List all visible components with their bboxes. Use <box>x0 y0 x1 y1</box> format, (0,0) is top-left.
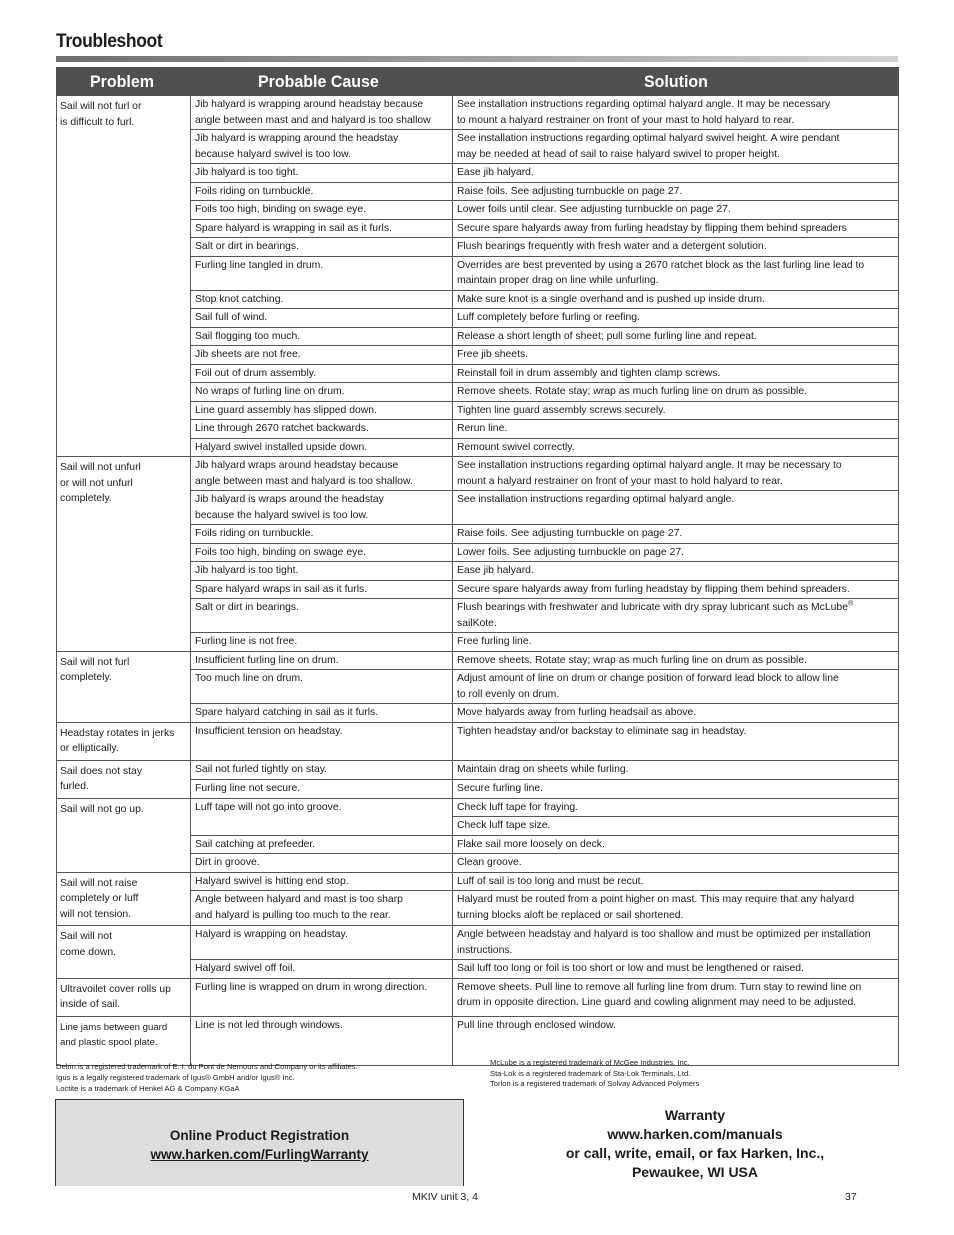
table-body <box>57 96 899 1066</box>
cell-line: to roll evenly on drum. <box>457 688 560 700</box>
cell-line: Foils riding on turnbuckle. <box>195 185 314 197</box>
header-problem: Problem <box>57 68 191 96</box>
table-row <box>57 760 899 779</box>
cause-cell <box>191 182 453 201</box>
cell-line: Line is not led through windows. <box>195 1019 343 1031</box>
footnotes-left <box>56 1061 358 1094</box>
cause-cell <box>191 978 453 1016</box>
cell-line: Foil out of drum assembly. <box>195 367 317 379</box>
cell-line: Ultravoilet cover rolls up <box>60 983 171 995</box>
cell-line: Halyard swivel installed upside down. <box>195 441 368 453</box>
cell-line: Too much line on drum. <box>195 673 303 684</box>
cause-cell <box>191 704 453 723</box>
cell-line: Sail flogging too much. <box>195 330 301 342</box>
cause-cell <box>191 960 453 979</box>
cause-cell <box>191 457 453 491</box>
solution-cell <box>453 926 899 960</box>
solution-cell <box>453 633 899 652</box>
solution-cell <box>453 854 899 873</box>
cause-cell <box>191 722 453 760</box>
cell-line: and halyard is pulling too much to the rear. <box>195 909 391 921</box>
cause-cell <box>191 926 453 960</box>
cause-cell <box>191 1016 453 1066</box>
solution-cell <box>453 164 899 183</box>
cell-line: Check luff tape for fraying. <box>457 801 579 813</box>
registration-box <box>55 1099 464 1186</box>
cause-cell <box>191 599 453 633</box>
cell-line: instructions. <box>457 944 513 956</box>
cell-line: because halyard swivel is too low. <box>195 148 351 160</box>
cell-line: Dirt in groove. <box>195 857 260 868</box>
solution-cell <box>453 201 899 220</box>
cell-line: Foils riding on turnbuckle. <box>195 528 314 539</box>
problem-cell <box>57 926 191 979</box>
cause-cell <box>191 219 453 238</box>
solution-cell <box>453 817 899 836</box>
cell-line: Sail catching at prefeeder. <box>195 838 316 850</box>
cell-line: Sail will not furl or <box>60 101 142 112</box>
solution-cell <box>453 580 899 599</box>
cause-cell <box>191 779 453 798</box>
problem-cell <box>57 457 191 652</box>
cell-line: Sail will not go up. <box>60 803 144 815</box>
cell-line: Tighten line guard assembly screws securely. <box>457 404 666 416</box>
table-header-row <box>57 68 899 96</box>
cell-line: Halyard swivel off foil. <box>195 963 296 974</box>
cell-line: Angle between halyard and mast is too sharp <box>195 894 403 906</box>
solution-cell <box>453 543 899 562</box>
table-row <box>57 96 899 130</box>
cell-line: angle between mast and halyard is too shallow. <box>195 475 413 487</box>
cell-line: Remove sheets. Rotate stay; wrap as much furling line on drum as possible. <box>457 386 807 397</box>
cell-line: Salt or dirt in bearings. <box>195 602 299 613</box>
cause-cell <box>191 96 453 130</box>
cause-cell <box>191 580 453 599</box>
cell-line: inside of sail. <box>60 999 121 1010</box>
cell-line: Raise foils. See adjusting turnbuckle on page 27. <box>457 528 683 539</box>
cell-line: Line jams between guard <box>60 1021 168 1033</box>
cell-line: Reinstall foil in drum assembly and tighten clamp screws. <box>457 367 721 379</box>
cell-line: Tighten headstay and/or backstay to eliminate sag in headstay. <box>457 725 747 737</box>
solution-cell <box>453 238 899 257</box>
cell-line: Halyard is wrapping on headstay. <box>195 929 348 940</box>
cell-line: Foils too high, binding on swage eye. <box>195 204 366 215</box>
solution-cell <box>453 599 899 633</box>
cell-line: maintain proper drag on line while unfurling. <box>457 275 659 286</box>
cell-line: Remove sheets. Rotate stay; wrap as much furling line on drum as possible. <box>457 654 807 666</box>
cell-line: Flush bearings with freshwater and lubricate with dry spray lubricant such as McLube <box>457 602 848 613</box>
cell-line: Flake sail more loosely on deck. <box>457 838 605 850</box>
solution-cell <box>453 960 899 979</box>
problem-cell <box>57 760 191 798</box>
cause-cell <box>191 491 453 525</box>
cell-line: See installation instructions regarding optimal halyard angle. It may be necessary <box>457 99 831 110</box>
footnote-line: Sta-Lok is a registered trademark of Sta-Lok Terminals, Ltd. <box>490 1068 691 1078</box>
solution-cell <box>453 978 899 1016</box>
cell-line: Jib halyard wraps around headstay because <box>195 460 399 471</box>
solution-cell <box>453 256 899 290</box>
solution-cell <box>453 760 899 779</box>
cause-cell <box>191 164 453 183</box>
cell-line: Lower foils until clear. See adjusting turnbuckle on page 27. <box>457 204 731 215</box>
problem-cell <box>57 872 191 926</box>
table-row <box>57 457 899 491</box>
cell-line: Headstay rotates in jerks <box>60 727 175 739</box>
cell-line: Halyard must be routed from a point higher on mast. This may require that any halyard <box>457 894 855 906</box>
cell-line: Spare halyard wraps in sail as it furls. <box>195 583 368 595</box>
solution-cell <box>453 383 899 402</box>
solution-cell <box>453 872 899 891</box>
table-row <box>57 872 899 891</box>
solution-cell <box>453 835 899 854</box>
cause-cell <box>191 256 453 290</box>
cell-line: because the halyard swivel is too low. <box>195 509 369 521</box>
warranty-link[interactable]: www.harken.com/manuals <box>607 1126 783 1142</box>
cell-line: Remount swivel correctly. <box>457 441 575 453</box>
cell-line: Ease jib halyard. <box>457 167 534 178</box>
cause-cell <box>191 872 453 891</box>
cell-line: Sail does not stay <box>60 765 143 777</box>
cell-line: Flush bearings frequently with fresh water and a detergent solution. <box>457 241 767 252</box>
problem-cell <box>57 1016 191 1066</box>
footnote-line: Loctite is a trademark of Henkel AG & Company KGaA <box>56 1084 240 1093</box>
solution-cell <box>453 290 899 309</box>
warranty-contact: or call, write, email, or fax Harken, Inc., <box>565 1145 825 1161</box>
table-row <box>57 798 899 817</box>
problem-cell <box>57 798 191 872</box>
cell-line: furled. <box>60 781 89 792</box>
cell-line: Foils too high, binding on swage eye. <box>195 546 366 558</box>
table-row <box>57 722 899 760</box>
warranty-heading: Warranty <box>664 1107 726 1123</box>
cause-cell <box>191 633 453 652</box>
cell-line: Remove sheets. Pull line to remove all furling line from drum. Turn stay to rewind line on <box>457 981 862 993</box>
solution-cell <box>453 346 899 365</box>
cause-cell <box>191 525 453 544</box>
cause-cell <box>191 327 453 346</box>
cell-line: Luff tape will not go into groove. <box>195 801 342 813</box>
page-title: Troubleshoot <box>56 31 163 52</box>
footnotes-right <box>490 1058 699 1090</box>
cell-line: or will not unfurl <box>60 477 133 489</box>
title-rule <box>56 56 898 62</box>
solution-cell <box>453 670 899 704</box>
solution-cell <box>453 364 899 383</box>
cell-line: Make sure knot is a single overhand and is pushed up inside drum. <box>457 293 765 305</box>
solution-cell <box>453 798 899 817</box>
solution-cell <box>453 891 899 926</box>
cell-line: completely. <box>60 672 112 683</box>
cell-line: Sail not furled tightly on stay. <box>195 763 328 775</box>
cell-line: Spare halyard is wrapping in sail as it furls. <box>195 222 392 234</box>
cause-cell <box>191 346 453 365</box>
cell-line: Angle between headstay and halyard is too shallow and must be optimized per installation <box>457 929 871 940</box>
cell-line: Jib halyard is too tight. <box>195 167 299 178</box>
cell-line: Line guard assembly has slipped down. <box>195 404 377 416</box>
table-row <box>57 1016 899 1066</box>
cell-line: No wraps of furling line on drum. <box>195 386 345 397</box>
cell-line: Check luff tape size. <box>457 820 551 831</box>
cell-line: Secure spare halyards away from furling headstay by flipping them behind spreaders <box>457 222 847 234</box>
cell-line: Furling line not secure. <box>195 782 301 794</box>
footer-unit-label: MKIV unit 3, 4 <box>412 1191 478 1203</box>
cell-line: Salt or dirt in bearings. <box>195 241 299 252</box>
cell-line: Free jib sheets. <box>457 349 529 360</box>
cell-line: mount a halyard restrainer on front of your mast to hold halyard to rear. <box>457 475 783 487</box>
solution-cell <box>453 491 899 525</box>
cell-line: Lower foils. See adjusting turnbuckle on page 27. <box>457 546 685 558</box>
cell-line: Sail will not unfurl <box>60 462 141 473</box>
cell-line: Spare halyard catching in sail as it furls. <box>195 707 379 718</box>
cause-cell <box>191 651 453 670</box>
cause-cell <box>191 543 453 562</box>
cause-cell <box>191 130 453 164</box>
cause-cell <box>191 760 453 779</box>
footnote-line: Igus is a legally registered trademark of Igus® GmbH and/or Igus® Inc. <box>56 1073 295 1082</box>
cause-cell <box>191 891 453 926</box>
cell-line: Sail will not raise <box>60 877 138 889</box>
solution-cell <box>453 96 899 130</box>
cell-line: Sail full of wind. <box>195 312 268 323</box>
registration-heading: Online Product Registration <box>169 1128 350 1143</box>
cell-line: turning blocks aloft be replaced or sail shortened. <box>457 909 684 921</box>
cell-line: Jib sheets are not free. <box>195 349 301 360</box>
table-row <box>57 926 899 960</box>
cell-line: may be needed at head of sail to raise halyard swivel to proper height. <box>457 148 780 160</box>
solution-cell <box>453 327 899 346</box>
solution-cell <box>453 525 899 544</box>
cell-line: Luff completely before furling or reefing. <box>457 312 640 323</box>
solution-cell <box>453 722 899 760</box>
cause-cell <box>191 438 453 457</box>
solution-cell <box>453 457 899 491</box>
cell-line: See installation instructions regarding optimal halyard swivel height. A wire pendant <box>457 133 840 144</box>
cell-line: Sail luff too long or foil is too short or low and must be lengthened or raised. <box>457 963 804 974</box>
solution-cell <box>453 130 899 164</box>
cell-line: is difficult to furl. <box>60 116 135 128</box>
cause-cell <box>191 383 453 402</box>
solution-cell <box>453 309 899 328</box>
cell-line: Pull line through enclosed window. <box>457 1019 616 1031</box>
cause-cell <box>191 238 453 257</box>
solution-cell <box>453 651 899 670</box>
problem-cell <box>57 651 191 722</box>
cell-line: See installation instructions regarding optimal halyard angle. <box>457 494 735 505</box>
footnote-line: Torlon is a registered trademark of Solvay Advanced Polymers <box>490 1079 700 1088</box>
cause-cell <box>191 309 453 328</box>
cell-line: to mount a halyard restrainer on front of your mast to hold halyard to rear. <box>457 114 795 126</box>
cell-line: Halyard swivel is hitting end stop. <box>195 875 349 887</box>
cause-cell <box>191 401 453 420</box>
solution-cell <box>453 704 899 723</box>
cause-cell <box>191 854 453 873</box>
table-row <box>57 978 899 1016</box>
cell-line: Move halyards away from furling headsail as above. <box>457 707 697 718</box>
registered-mark: ® <box>848 600 854 608</box>
cell-line: Stop knot catching. <box>195 293 284 305</box>
cell-line: Secure furling line. <box>457 782 544 794</box>
header-solution: Solution <box>453 68 899 96</box>
cell-line: Insufficient furling line on drum. <box>195 654 339 666</box>
cell-line: Overrides are best prevented by using a 2670 ratchet block as the last furling line lead to <box>457 259 865 271</box>
solution-cell <box>453 401 899 420</box>
cell-line: Maintain drag on sheets while furling. <box>457 763 629 775</box>
cell-line: Jib halyard is wrapping around the headstay <box>195 133 399 144</box>
cause-cell <box>191 562 453 581</box>
cell-line: completely or luff <box>60 893 139 904</box>
cell-line: Sail will not furl <box>60 656 130 668</box>
page-number: 37 <box>845 1191 857 1203</box>
header-probable-cause: Probable Cause <box>191 68 453 96</box>
cell-line: angle between mast and and halyard is too shallow <box>195 114 431 126</box>
registration-link[interactable]: www.harken.com/FurlingWarranty <box>150 1147 369 1162</box>
solution-cell <box>453 779 899 798</box>
cell-line: drum in opposite direction. Line guard and cowling alignment may need to be adjusted. <box>457 997 857 1008</box>
cell-line: Line through 2670 ratchet backwards. <box>195 423 369 434</box>
solution-cell <box>453 420 899 439</box>
cause-cell <box>191 835 453 854</box>
cause-cell <box>191 798 453 835</box>
cell-line: Release a short length of sheet; pull some furling line and repeat. <box>457 330 757 342</box>
cell-line: Sail will not <box>60 931 112 942</box>
cause-cell <box>191 290 453 309</box>
cell-line: Insufficient tension on headstay. <box>195 725 343 737</box>
cell-line: sailKote. <box>457 617 497 629</box>
cell-line: Free furling line. <box>457 636 532 647</box>
footnote-line: Delrin is a registered trademark of E. I. du Pont de Nemours and Company or its affiliates. <box>56 1062 358 1071</box>
warranty-location: Pewaukee, WI USA <box>631 1164 759 1180</box>
cell-line: Luff of sail is too long and must be recut. <box>457 875 644 887</box>
cell-line: or elliptically. <box>60 743 119 754</box>
warranty-block <box>545 1106 845 1182</box>
cell-line: Jib halyard is wrapping around headstay because <box>195 99 424 110</box>
cell-line: Adjust amount of line on drum or change position of forward lead block to allow line <box>457 673 839 684</box>
cause-cell <box>191 201 453 220</box>
cause-cell <box>191 420 453 439</box>
footnote-line: McLube is a registered trademark of McGee Industries, Inc. <box>490 1058 690 1067</box>
solution-cell <box>453 438 899 457</box>
cell-line: Secure spare halyards away from furling headstay by flipping them behind spreaders. <box>457 583 850 595</box>
solution-cell <box>453 219 899 238</box>
cell-line: Clean groove. <box>457 857 522 868</box>
troubleshoot-table <box>56 67 899 1066</box>
solution-cell <box>453 182 899 201</box>
cell-line: Furling line is not free. <box>195 636 298 647</box>
cell-line: Rerun line. <box>457 423 508 434</box>
cell-line: Furling line tangled in drum. <box>195 259 324 271</box>
cell-line: completely. <box>60 493 112 504</box>
cell-line: Furling line is wrapped on drum in wrong direction. <box>195 981 428 993</box>
table-row <box>57 651 899 670</box>
cell-line: will not tension. <box>60 908 132 920</box>
cell-line: Jib halyard is wraps around the headstay <box>195 494 384 505</box>
cause-cell <box>191 670 453 704</box>
cell-line: See installation instructions regarding optimal halyard angle. It may be necessary to <box>457 460 842 471</box>
cell-line: Ease jib halyard. <box>457 565 534 576</box>
solution-cell <box>453 562 899 581</box>
cell-line: and plastic spool plate. <box>60 1037 158 1048</box>
problem-cell <box>57 722 191 760</box>
cause-cell <box>191 364 453 383</box>
problem-cell <box>57 978 191 1016</box>
cell-line: Raise foils. See adjusting turnbuckle on page 27. <box>457 185 683 197</box>
cell-line: Jib halyard is too tight. <box>195 565 299 576</box>
problem-cell <box>57 96 191 457</box>
cell-line: come down. <box>60 946 117 958</box>
